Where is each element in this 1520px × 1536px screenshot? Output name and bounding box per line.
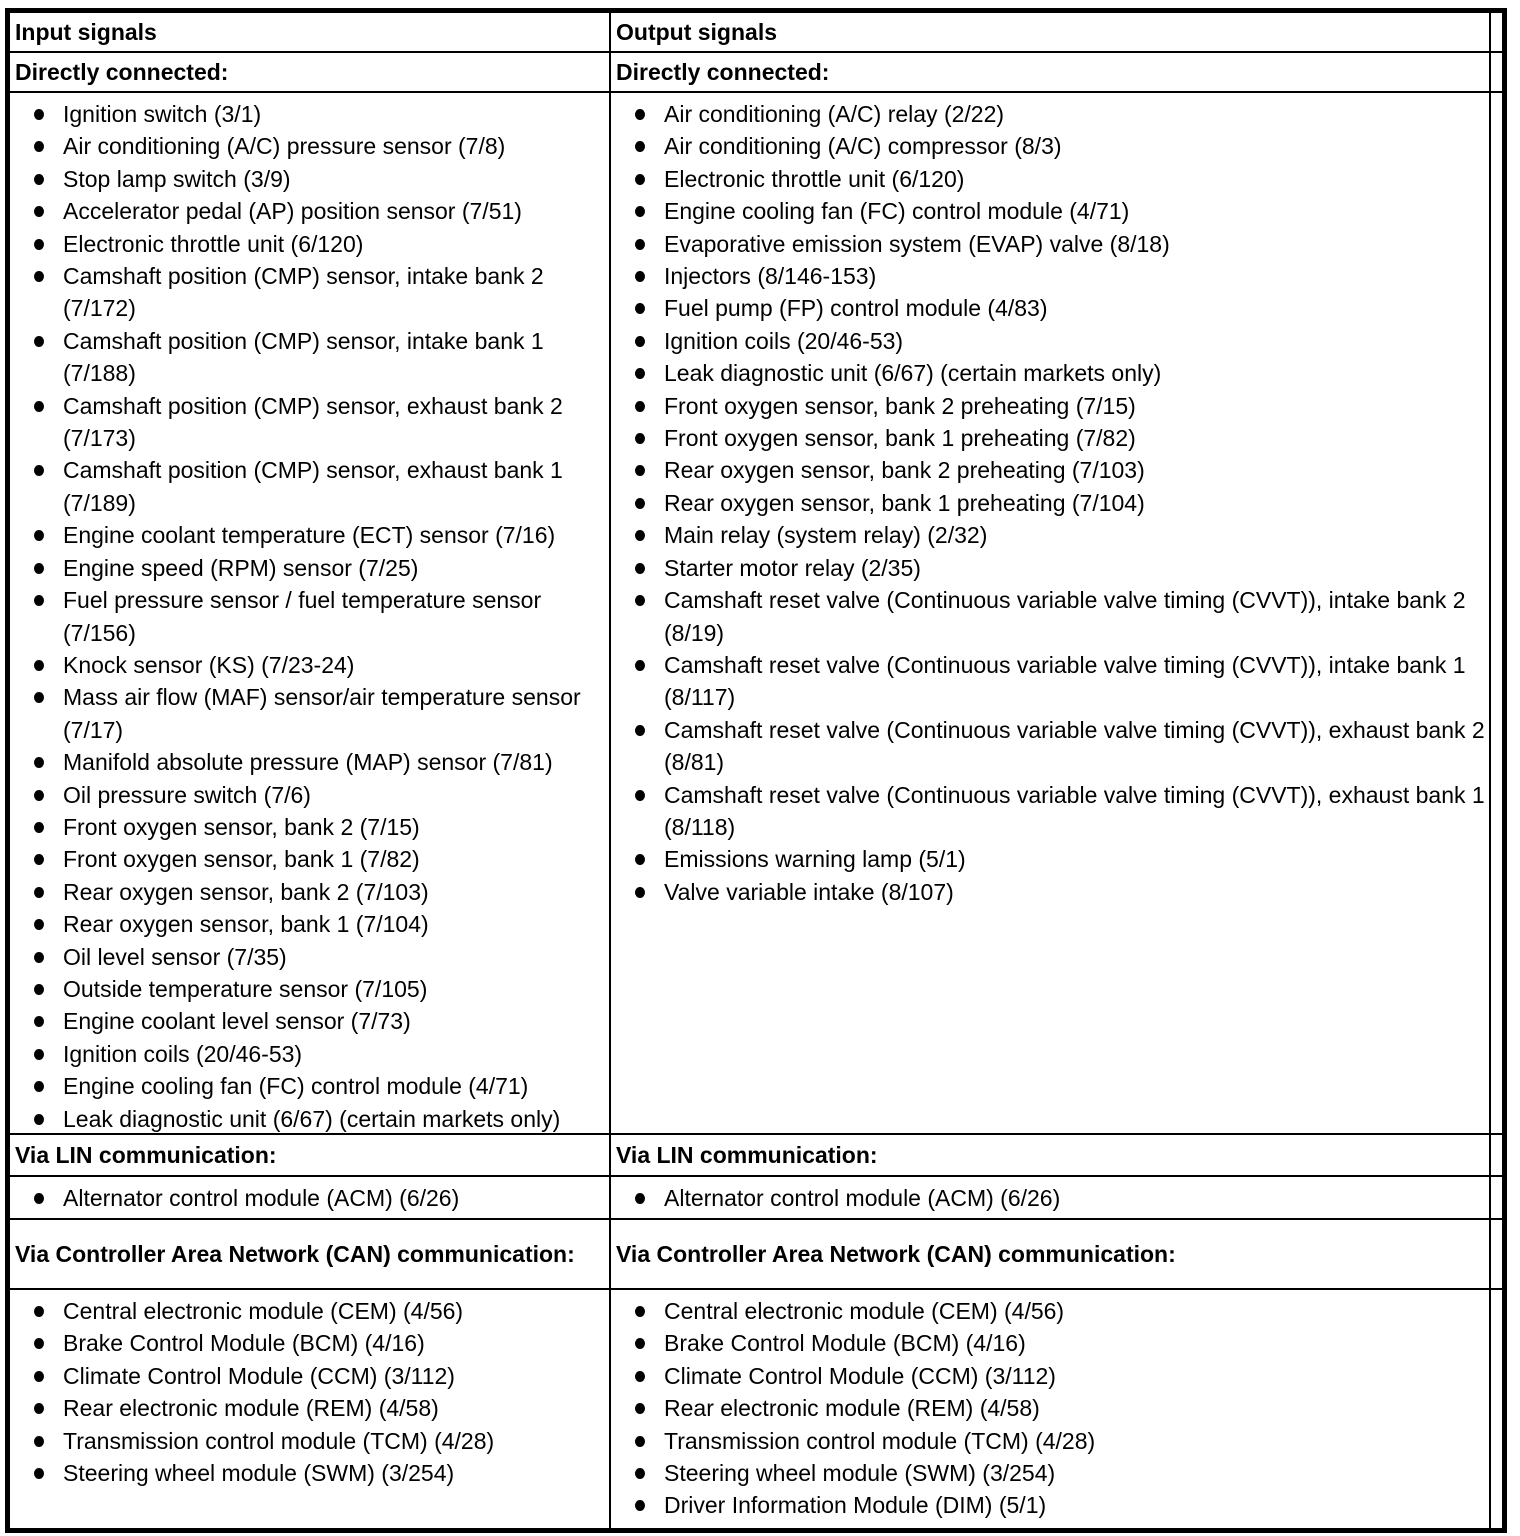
list-item: Transmission control module (TCM) (4/28) xyxy=(611,1425,1489,1457)
list-item: Central electronic module (CEM) (4/56) xyxy=(10,1295,609,1327)
spare-column-cell xyxy=(1489,1133,1502,1175)
spare-column-cell xyxy=(1489,1175,1502,1218)
list-item: Manifold absolute pressure (MAP) sensor (7/81) xyxy=(10,746,609,778)
input-can-section-title: Via Controller Area Network (CAN) communication: xyxy=(10,1218,609,1288)
signals-table xyxy=(5,8,1507,1533)
list-item: Rear electronic module (REM) (4/58) xyxy=(10,1392,609,1424)
list-item: Front oxygen sensor, bank 1 (7/82) xyxy=(10,843,609,875)
list-item: Camshaft position (CMP) sensor, intake bank 1 (7/188) xyxy=(10,325,609,390)
list-item: Front oxygen sensor, bank 2 preheating (7/15) xyxy=(611,390,1489,422)
list-item: Camshaft position (CMP) sensor, exhaust bank 1 (7/189) xyxy=(10,454,609,519)
list-item: Stop lamp switch (3/9) xyxy=(10,163,609,195)
list-item: Rear electronic module (REM) (4/58) xyxy=(611,1392,1489,1424)
output-direct-list-cell xyxy=(609,91,1489,1133)
output-can-list-cell xyxy=(609,1288,1489,1528)
list-item: Accelerator pedal (AP) position sensor (7/51) xyxy=(10,195,609,227)
list-item: Alternator control module (ACM) (6/26) xyxy=(611,1182,1489,1214)
list-item: Ignition switch (3/1) xyxy=(10,98,609,130)
list-item: Starter motor relay (2/35) xyxy=(611,552,1489,584)
list-item: Engine coolant temperature (ECT) sensor (7/16) xyxy=(10,519,609,551)
list-item: Camshaft reset valve (Continuous variable valve timing (CVVT)), intake bank 2 (8/19) xyxy=(611,584,1489,649)
list-item: Front oxygen sensor, bank 1 preheating (7/82) xyxy=(611,422,1489,454)
list-item: Main relay (system relay) (2/32) xyxy=(611,519,1489,551)
list-item: Fuel pressure sensor / fuel temperature sensor (7/156) xyxy=(10,584,609,649)
list-item: Leak diagnostic unit (6/67) (certain markets only) xyxy=(611,357,1489,389)
list-item: Alternator control module (ACM) (6/26) xyxy=(10,1182,609,1214)
list-item: Oil level sensor (7/35) xyxy=(10,941,609,973)
output-can-section-title: Via Controller Area Network (CAN) communication: xyxy=(609,1218,1489,1288)
list-item: Electronic throttle unit (6/120) xyxy=(611,163,1489,195)
spare-column-cell xyxy=(1489,13,1502,51)
list-item: Brake Control Module (BCM) (4/16) xyxy=(10,1327,609,1359)
list-item: Air conditioning (A/C) pressure sensor (7/8) xyxy=(10,130,609,162)
output-direct-list xyxy=(611,98,1489,908)
list-item: Air conditioning (A/C) relay (2/22) xyxy=(611,98,1489,130)
list-item: Mass air flow (MAF) sensor/air temperature sensor (7/17) xyxy=(10,681,609,746)
output-lin-section-title: Via LIN communication: xyxy=(609,1133,1489,1175)
input-lin-section-title: Via LIN communication: xyxy=(10,1133,609,1175)
list-item: Engine coolant level sensor (7/73) xyxy=(10,1005,609,1037)
list-item: Injectors (8/146-153) xyxy=(611,260,1489,292)
input-can-list-cell xyxy=(10,1288,609,1528)
list-item: Leak diagnostic unit (6/67) (certain markets only) xyxy=(10,1103,609,1133)
output-can-list xyxy=(611,1295,1489,1522)
list-item: Engine speed (RPM) sensor (7/25) xyxy=(10,552,609,584)
list-item: Ignition coils (20/46-53) xyxy=(611,325,1489,357)
list-item: Rear oxygen sensor, bank 2 (7/103) xyxy=(10,876,609,908)
output-lin-list xyxy=(611,1182,1489,1214)
list-item: Rear oxygen sensor, bank 2 preheating (7/103) xyxy=(611,454,1489,486)
input-signals-header: Input signals xyxy=(10,13,609,51)
input-can-list xyxy=(10,1295,609,1489)
list-item: Driver Information Module (DIM) (5/1) xyxy=(611,1489,1489,1521)
list-item: Outside temperature sensor (7/105) xyxy=(10,973,609,1005)
input-direct-section-title: Directly connected: xyxy=(10,51,609,91)
list-item: Steering wheel module (SWM) (3/254) xyxy=(611,1457,1489,1489)
list-item: Knock sensor (KS) (7/23-24) xyxy=(10,649,609,681)
input-lin-list-cell xyxy=(10,1175,609,1218)
list-item: Camshaft reset valve (Continuous variable valve timing (CVVT)), exhaust bank 1 (8/118) xyxy=(611,779,1489,844)
list-item: Evaporative emission system (EVAP) valve (8/18) xyxy=(611,228,1489,260)
spare-column-cell xyxy=(1489,1218,1502,1288)
list-item: Camshaft reset valve (Continuous variable valve timing (CVVT)), intake bank 1 (8/117) xyxy=(611,649,1489,714)
list-item: Front oxygen sensor, bank 2 (7/15) xyxy=(10,811,609,843)
list-item: Oil pressure switch (7/6) xyxy=(10,779,609,811)
list-item: Transmission control module (TCM) (4/28) xyxy=(10,1425,609,1457)
list-item: Air conditioning (A/C) compressor (8/3) xyxy=(611,130,1489,162)
list-item: Steering wheel module (SWM) (3/254) xyxy=(10,1457,609,1489)
list-item: Central electronic module (CEM) (4/56) xyxy=(611,1295,1489,1327)
list-item: Camshaft position (CMP) sensor, exhaust bank 2 (7/173) xyxy=(10,390,609,455)
list-item: Camshaft reset valve (Continuous variable valve timing (CVVT)), exhaust bank 2 (8/81) xyxy=(611,714,1489,779)
list-item: Climate Control Module (CCM) (3/112) xyxy=(10,1360,609,1392)
output-direct-section-title: Directly connected: xyxy=(609,51,1489,91)
list-item: Rear oxygen sensor, bank 1 (7/104) xyxy=(10,908,609,940)
input-direct-list-cell xyxy=(10,91,609,1133)
list-item: Valve variable intake (8/107) xyxy=(611,876,1489,908)
list-item: Climate Control Module (CCM) (3/112) xyxy=(611,1360,1489,1392)
list-item: Electronic throttle unit (6/120) xyxy=(10,228,609,260)
input-direct-list xyxy=(10,98,609,1133)
list-item: Camshaft position (CMP) sensor, intake bank 2 (7/172) xyxy=(10,260,609,325)
list-item: Engine cooling fan (FC) control module (4/71) xyxy=(611,195,1489,227)
spare-column-cell xyxy=(1489,91,1502,1133)
output-lin-list-cell xyxy=(609,1175,1489,1218)
list-item: Ignition coils (20/46-53) xyxy=(10,1038,609,1070)
spare-column-cell xyxy=(1489,1288,1502,1528)
list-item: Emissions warning lamp (5/1) xyxy=(611,843,1489,875)
list-item: Fuel pump (FP) control module (4/83) xyxy=(611,292,1489,324)
input-lin-list xyxy=(10,1182,609,1214)
list-item: Rear oxygen sensor, bank 1 preheating (7/104) xyxy=(611,487,1489,519)
spare-column-cell xyxy=(1489,51,1502,91)
output-signals-header: Output signals xyxy=(609,13,1489,51)
list-item: Engine cooling fan (FC) control module (4/71) xyxy=(10,1070,609,1102)
list-item: Brake Control Module (BCM) (4/16) xyxy=(611,1327,1489,1359)
